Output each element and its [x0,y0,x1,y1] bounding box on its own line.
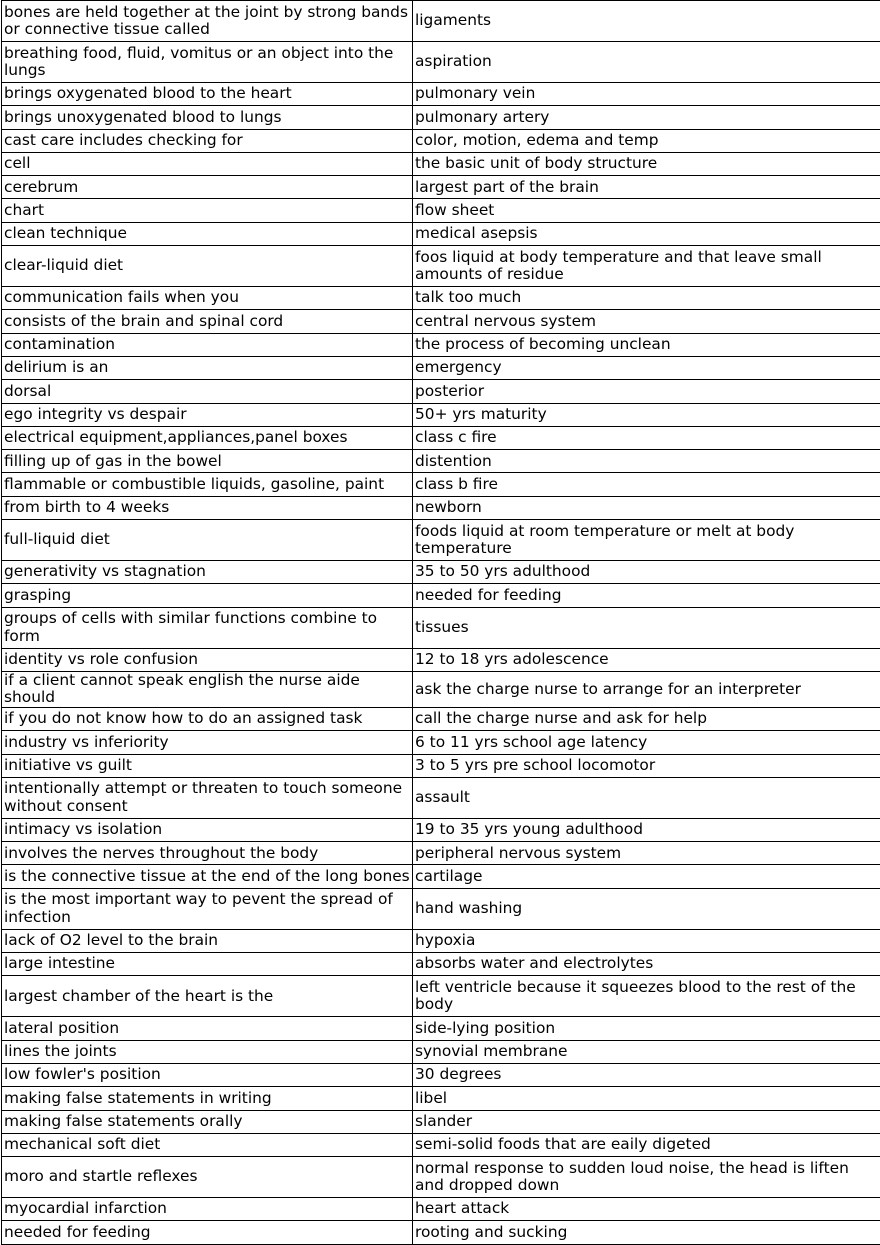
definition-cell: call the charge nurse and ask for help [413,707,880,730]
table-row [2,333,880,356]
term-cell: dorsal [2,380,413,403]
table-row [2,83,880,106]
term-cell: cast care includes checking for [2,129,413,152]
table-row [2,246,880,287]
definition-cell: class c fire [413,426,880,449]
definition-cell: central nervous system [413,310,880,333]
definition-cell: libel [413,1087,880,1110]
term-cell: contamination [2,333,413,356]
table-row [2,1133,880,1156]
term-cell: bones are held together at the joint by strong bands or connective tissue called [2,1,413,42]
table-row [2,671,880,707]
term-cell: low fowler's position [2,1063,413,1086]
term-cell: grasping [2,584,413,607]
definition-cell: the basic unit of body structure [413,152,880,175]
term-cell: generativity vs stagnation [2,561,413,584]
definition-cell: 12 to 18 yrs adolescence [413,648,880,671]
term-cell: myocardial infarction [2,1198,413,1221]
table-row [2,450,880,473]
definition-cell: foos liquid at body temperature and that leave small amounts of residue [413,246,880,287]
table-row [2,842,880,865]
term-cell: large intestine [2,953,413,976]
definition-cell: emergency [413,356,880,379]
term-cell: groups of cells with similar functions combine to form [2,607,413,648]
term-cell: electrical equipment,appliances,panel boxes [2,426,413,449]
definition-cell: flow sheet [413,199,880,222]
table-row [2,818,880,841]
table-row [2,648,880,671]
flashcard-table [1,0,880,1245]
term-cell: intimacy vs isolation [2,818,413,841]
term-cell: brings unoxygenated blood to lungs [2,106,413,129]
term-cell: moro and startle reflexes [2,1157,413,1198]
term-cell: cerebrum [2,176,413,199]
term-cell: from birth to 4 weeks [2,496,413,519]
definition-cell: class b fire [413,473,880,496]
table-row [2,584,880,607]
definition-cell: peripheral nervous system [413,842,880,865]
table-row [2,287,880,310]
table-row [2,356,880,379]
definition-cell: side-lying position [413,1017,880,1040]
term-cell: consists of the brain and spinal cord [2,310,413,333]
flashcard-table-body [2,1,880,1245]
term-cell: identity vs role confusion [2,648,413,671]
term-cell: breathing food, fluid, vomitus or an object into the lungs [2,42,413,83]
term-cell: intentionally attempt or threaten to touch someone without consent [2,777,413,818]
term-cell: chart [2,199,413,222]
definition-cell: 35 to 50 yrs adulthood [413,561,880,584]
definition-cell: synovial membrane [413,1040,880,1063]
definition-cell: foods liquid at room temperature or melt at body temperature [413,520,880,561]
term-cell: needed for feeding [2,1221,413,1244]
term-cell: clean technique [2,222,413,245]
table-row [2,222,880,245]
definition-cell: newborn [413,496,880,519]
table-row [2,777,880,818]
definition-cell: the process of becoming unclean [413,333,880,356]
table-row [2,976,880,1017]
definition-cell: pulmonary vein [413,83,880,106]
definition-cell: absorbs water and electrolytes [413,953,880,976]
definition-cell: talk too much [413,287,880,310]
term-cell: lateral position [2,1017,413,1040]
table-row [2,731,880,754]
table-row [2,199,880,222]
definition-cell: largest part of the brain [413,176,880,199]
definition-cell: ask the charge nurse to arrange for an interpreter [413,671,880,707]
table-row [2,473,880,496]
definition-cell: assault [413,777,880,818]
term-cell: involves the nerves throughout the body [2,842,413,865]
term-cell: cell [2,152,413,175]
table-row [2,1063,880,1086]
definition-cell: heart attack [413,1198,880,1221]
table-row [2,106,880,129]
definition-cell: color, motion, edema and temp [413,129,880,152]
table-row [2,403,880,426]
definition-cell: pulmonary artery [413,106,880,129]
definition-cell: hand washing [413,888,880,929]
table-row [2,42,880,83]
term-cell: making false statements in writing [2,1087,413,1110]
table-row [2,754,880,777]
definition-cell: distention [413,450,880,473]
table-row [2,1221,880,1244]
table-row [2,129,880,152]
table-row [2,426,880,449]
definition-cell: ligaments [413,1,880,42]
table-row [2,1,880,42]
table-row [2,561,880,584]
term-cell: if a client cannot speak english the nurse aide should [2,671,413,707]
definition-cell: left ventricle because it squeezes blood to the rest of the body [413,976,880,1017]
definition-cell: 19 to 35 yrs young adulthood [413,818,880,841]
table-row [2,310,880,333]
term-cell: full-liquid diet [2,520,413,561]
table-row [2,176,880,199]
term-cell: initiative vs guilt [2,754,413,777]
definition-cell: aspiration [413,42,880,83]
definition-cell: semi-solid foods that are eaily digeted [413,1133,880,1156]
term-cell: mechanical soft diet [2,1133,413,1156]
term-cell: ego integrity vs despair [2,403,413,426]
table-row [2,607,880,648]
definition-cell: 6 to 11 yrs school age latency [413,731,880,754]
term-cell: brings oxygenated blood to the heart [2,83,413,106]
definition-cell: medical asepsis [413,222,880,245]
term-cell: if you do not know how to do an assigned task [2,707,413,730]
table-row [2,1110,880,1133]
definition-cell: 50+ yrs maturity [413,403,880,426]
definition-cell: posterior [413,380,880,403]
definition-cell: 3 to 5 yrs pre school locomotor [413,754,880,777]
definition-cell: normal response to sudden loud noise, the head is liften and dropped down [413,1157,880,1198]
definition-cell: rooting and sucking [413,1221,880,1244]
table-row [2,520,880,561]
term-cell: industry vs inferiority [2,731,413,754]
table-row [2,865,880,888]
term-cell: communication fails when you [2,287,413,310]
table-row [2,888,880,929]
table-row [2,1157,880,1198]
term-cell: lack of O2 level to the brain [2,929,413,952]
table-row [2,380,880,403]
term-cell: clear-liquid diet [2,246,413,287]
term-cell: lines the joints [2,1040,413,1063]
table-row [2,152,880,175]
definition-cell: 30 degrees [413,1063,880,1086]
table-row [2,1087,880,1110]
term-cell: filling up of gas in the bowel [2,450,413,473]
term-cell: largest chamber of the heart is the [2,976,413,1017]
table-row [2,1040,880,1063]
table-row [2,1017,880,1040]
table-row [2,953,880,976]
term-cell: delirium is an [2,356,413,379]
definition-cell: needed for feeding [413,584,880,607]
table-row [2,707,880,730]
definition-cell: slander [413,1110,880,1133]
definition-cell: cartilage [413,865,880,888]
term-cell: is the connective tissue at the end of the long bones [2,865,413,888]
table-row [2,496,880,519]
term-cell: making false statements orally [2,1110,413,1133]
term-cell: flammable or combustible liquids, gasoline, paint [2,473,413,496]
definition-cell: tissues [413,607,880,648]
table-row [2,1198,880,1221]
definition-cell: hypoxia [413,929,880,952]
table-row [2,929,880,952]
term-cell: is the most important way to pevent the spread of infection [2,888,413,929]
